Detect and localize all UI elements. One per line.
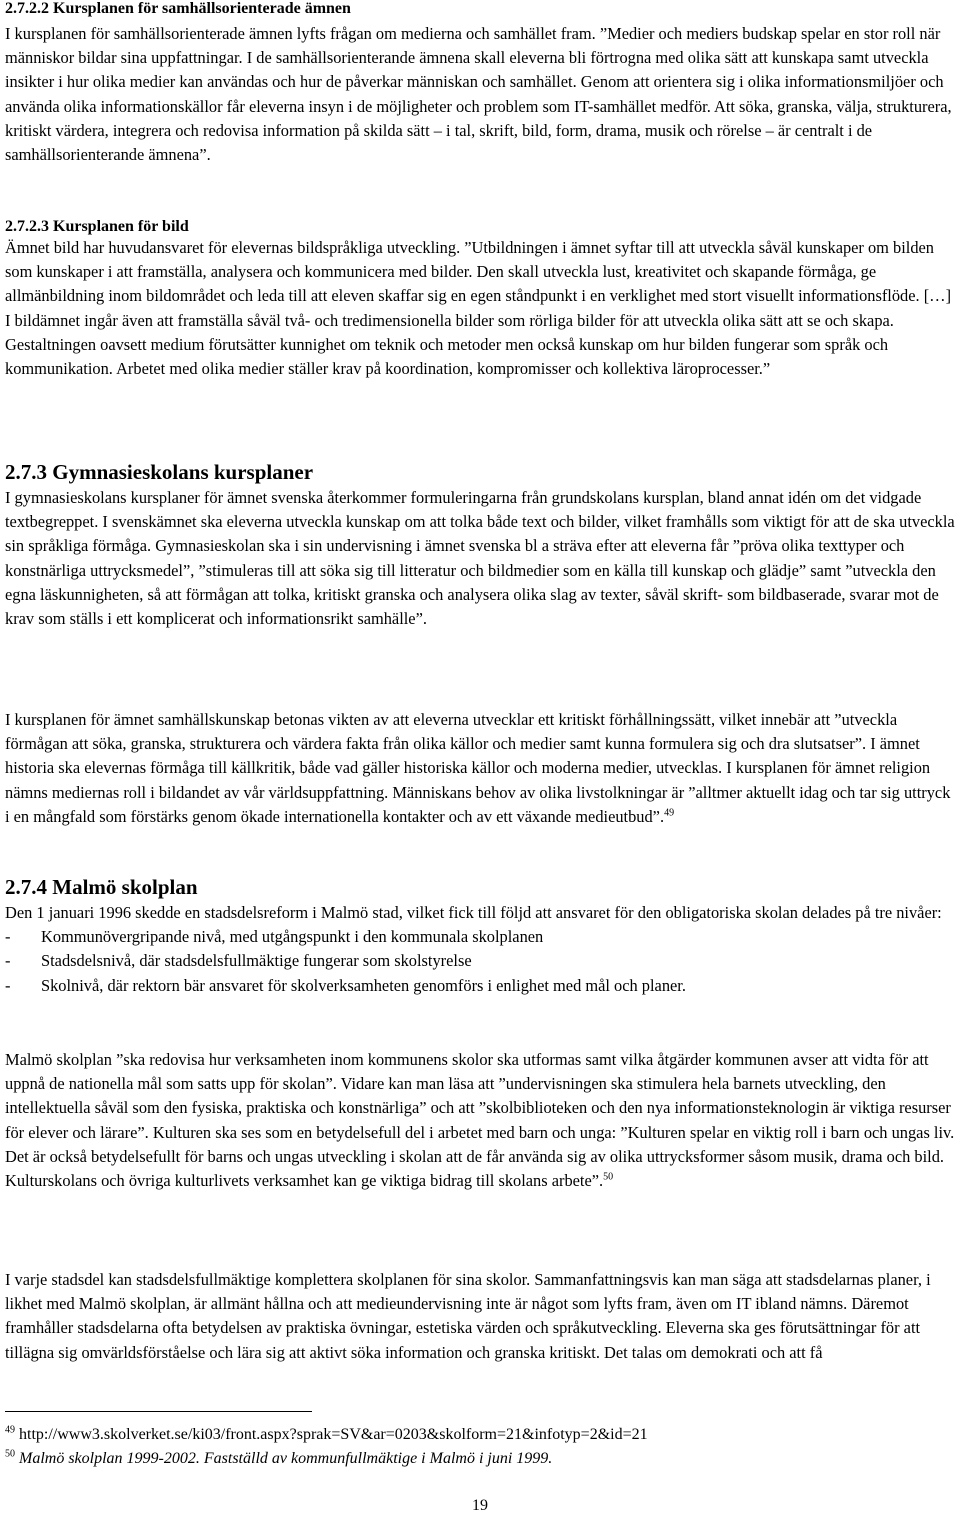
section-paragraph: Ämnet bild har huvudansvaret för elevernas bildspråkliga utveckling. ”Utbildningen i ämnet syftar till att utveckla såväl kunskaper om bilden som kunskaper i att framställa, analysera och kommunicera med bilder. Den skall utveckla lust, kreativitet och skapande förmåga, ge allmänbildning inom bildområdet och leda till att eleven skaffar sig en egen ståndpunkt i en verklighet med stort visuellt informationsflöde. […] I bildämnet ingår även att framställa såväl två- och tredimensionella bilder som rörliga bilder för att utveckla olika sätt att se och skapa. Gestaltningen oavsett medium förutsätter kunnighet om teknik och metoder men också kunskap om hur bilden fungerar som språk och kommunikation. Arbetet med olika medier ställer krav på koordination, kompromisser och kollektiva läroprocesser.” [5, 238, 952, 379]
footnote-text: Malmö skolplan 1999-2002. Fastställd av kommunfullmäktige i Malmö i juni 1999. [15, 1450, 553, 1467]
paragraph-text: I kursplanen för ämnet samhällskunskap betonas vikten av att eleverna utvecklar ett kritiskt förhållningssätt, vilket innebär att ”utveckla förmågan att söka, granska, strukturera och värdera fakta från olika källor och medier samt kunna formulera sig och dra slutsatser”. I ämnet historia ska elevernas förmåga till källkritik, både vad gäller historiska källor och moderna medier, utvecklas. I kursplanen för ämnet religion nämns mediernas roll i bildandet av vår världsuppfattning. Människans behov av olika livstolkningar är ”alltmer aktuellt idag och tar sig uttryck i en mångfald som förstärks genom ökade internationella kontakter och av ett växande medieutbud”. [5, 710, 951, 826]
section-heading: 2.7.2.2 Kursplanen för samhällsorienterade ämnen [5, 0, 351, 17]
footnote-separator [5, 1411, 312, 1412]
section-paragraph: I varje stadsdel kan stadsdelsfullmäktige komplettera skolplanen för sina skolor. Sammanfattningsvis kan man säga att stadsdelarnas planer, i likhet med Malmö skolplan, är allmänt hållna och att medieundervisning inte är något som lyfts fram, även om IT ibland nämns. Däremot framhåller stadsdelarna ofta betydelsen av praktiska övningar, estetiska värden och språkutveckling. Eleverna ska ges förutsättningar för att tillägna sig omvärldsförståelse och lära sig att aktivt söka information och granska kritiskt. Det talas om demokrati och att få [5, 1270, 931, 1362]
page-number: 19 [472, 1497, 488, 1514]
section-2-7-2-3 [5, 218, 957, 381]
section-2-7-4 [5, 873, 957, 998]
section-paragraph: I gymnasieskolans kursplaner för ämnet svenska återkommer formuleringarna från grundskolans kursplan, bland annat idén om det vidgade textbegreppet. I svenskämnet ska eleverna utveckla kunskap om att tolka både text och bilder, vilket framhålls som viktigt för att de ska utveckla sin språkliga förmåga. Gymnasieskolan ska i sin undervisning i ämnet svenska bl a sträva efter att eleverna får ”pröva olika texttyper och konstnärliga uttrycksmedel”, ”stimuleras till att söka sig till litteratur och bildmedier som en källa till kunskap och glädje” samt ”utveckla den egna läskunnigheten, så att förmågan att tolka, kritiskt granska och analysera olika slag av texter, såväl skrift- som bildbaserade, svarar mot de krav som ställs i ett komplicerat och informationsrikt samhälle”. [5, 488, 955, 629]
list-item-text: Kommunövergripande nivå, med utgångspunkt i den kommunala skolplanen [41, 927, 544, 947]
paragraph-text: Malmö skolplan ”ska redovisa hur verksamheten inom kommunens skolor ska utformas samt vilka åtgärder kommunen avser att vidta för att uppnå de nationella mål som satts upp för skolan”. Vidare kan man läsa att ”undervisningen ska stimulera hela barnets utveckling, den intellektuella såväl som den fysiska, praktiska och konstnärliga” och att ”skolbiblioteken och den nya informationsteknologin är viktiga resurser för elever och lärare”. Kulturen ska ses som en betydelsefull del i arbetet med barn och unga: ”Kulturen spelar en viktig roll i barn och ungas liv. Det är också betydelsefullt för barns och ungas utveckling i skolan att de får använda sig av olika uttrycksformer såsom musik, drama och bild. Kulturskolans och övriga kulturlivets verksamhet kan ge viktiga bidrag till skolans arbete”. [5, 1050, 955, 1191]
section-2-7-4-paragraph-2 [5, 1048, 957, 1193]
section-paragraph: Den 1 januari 1996 skedde en stadsdelsreform i Malmö stad, vilket fick till följd att ansvaret för den obligatoriska skolan delades på tre nivåer: [5, 903, 942, 922]
section-heading: 2.7.4 Malmö skolplan [5, 875, 198, 899]
section-2-7-4-paragraph-3 [5, 1268, 957, 1365]
section-paragraph: I kursplanen för samhällsorienterade ämnen lyfts frågan om medierna och samhället fram. ”Medier och mediers budskap spelar en stor roll när människor bildar sina uppfattningar. I de samhällsorienterande ämnena skall eleverna bli förtrogna med olika sätt att kunskapa samt utveckla insikter i hur olika medier kan användas och hur de påverkar människan och samhället. Genom att orientera sig i olika informationsmiljöer och använda olika informationskällor får eleverna insyn i de möjligheter och problem som IT-samhället medför. Att söka, granska, välja, strukturera, kritiskt värdera, integrera och redovisa information på skilda sätt – i tal, skrift, bild, form, drama, musik och rörelse – är centralt i de samhällsorienterande ämnena”. [5, 24, 952, 165]
section-paragraph [5, 708, 957, 829]
section-2-7-2-2 [5, 0, 957, 167]
section-heading: 2.7.3 Gymnasieskolans kursplaner [5, 460, 314, 484]
footnotes [5, 1423, 957, 1471]
footnote-number: 49 [5, 1424, 15, 1436]
list-item-text: Stadsdelsnivå, där stadsdelsfullmäktige fungerar som skolstyrelse [41, 951, 472, 971]
section-heading: 2.7.2.3 Kursplanen för bild [5, 218, 189, 235]
list-dash: - [5, 927, 11, 947]
list-dash: - [5, 975, 11, 995]
list-item [5, 974, 957, 998]
footnote-reference: 50 [603, 1171, 614, 1183]
list-item [5, 925, 957, 949]
levels-list [5, 925, 957, 998]
footnote-number: 50 [5, 1448, 15, 1460]
section-2-7-3 [5, 458, 957, 631]
section-2-7-3-paragraph-2 [5, 708, 957, 829]
section-paragraph [5, 1048, 957, 1193]
footnote-text: http://www3.skolverket.se/ki03/front.aspx?sprak=SV&ar=0203&skolform=21&infotyp=2&id=21 [15, 1426, 648, 1443]
list-item [5, 949, 957, 973]
list-item-text: Skolnivå, där rektorn bär ansvaret för skolverksamheten genomförs i enlighet med mål och planer. [41, 975, 686, 995]
footnote [5, 1423, 957, 1447]
list-dash: - [5, 951, 11, 971]
footnote [5, 1447, 957, 1471]
footnote-reference: 49 [664, 807, 675, 819]
